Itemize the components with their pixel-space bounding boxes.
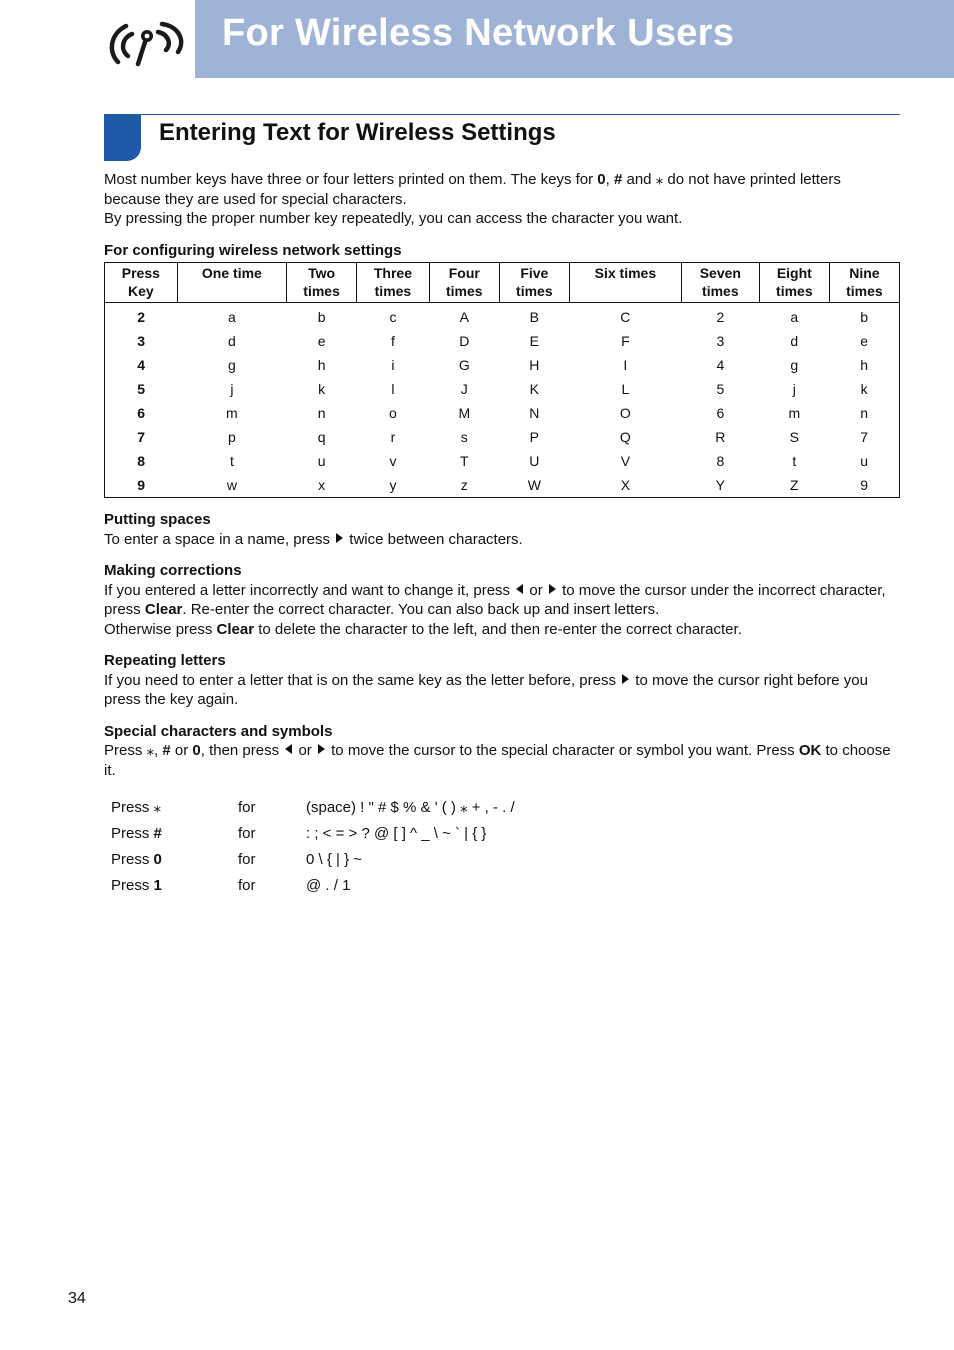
character-cell: 6 — [716, 405, 725, 421]
character-cell: X — [620, 477, 631, 493]
special-row: Press # for : ; < = > ? @ [ ] ^ _ \ ~ ` | { } — [111, 825, 487, 843]
table-row — [105, 401, 900, 425]
table-row — [105, 329, 900, 353]
putting-spaces-text: To enter a space in a name, press twice between characters. — [104, 530, 523, 548]
right-arrow-icon — [622, 674, 629, 684]
table-row — [105, 303, 900, 330]
character-cell: j — [230, 381, 234, 397]
character-cell: q — [317, 429, 326, 445]
left-arrow-icon — [285, 744, 292, 754]
wireless-signal-icon — [102, 12, 188, 68]
character-cell: B — [529, 309, 539, 325]
star-key-icon: ⁎ — [655, 171, 664, 188]
character-cell: n — [860, 405, 869, 421]
table-row — [105, 425, 900, 449]
character-cell: z — [460, 477, 468, 493]
character-cell: 4 — [716, 357, 725, 373]
repeating-letters-heading: Repeating letters — [104, 652, 226, 669]
character-cell: t — [229, 453, 234, 469]
key-cell: 2 — [137, 309, 145, 325]
character-cell: a — [227, 309, 236, 325]
table-header-cell: Six times — [569, 263, 681, 303]
character-cell: 7 — [860, 429, 869, 445]
character-cell: J — [460, 381, 468, 397]
character-cell: I — [623, 357, 628, 373]
character-cell: u — [860, 453, 869, 469]
character-cell: t — [792, 453, 797, 469]
character-cell: R — [715, 429, 726, 445]
page-number: 34 — [68, 1290, 86, 1307]
character-cell: W — [527, 477, 541, 493]
key-cell: 4 — [137, 357, 145, 373]
character-cell: h — [317, 357, 326, 373]
character-cell: 8 — [716, 453, 725, 469]
character-cell: h — [860, 357, 869, 373]
character-cell: 3 — [716, 333, 725, 349]
table-row — [105, 377, 900, 401]
making-corrections-heading: Making corrections — [104, 562, 242, 579]
character-cell: j — [792, 381, 796, 397]
repeating-letters-section — [104, 651, 900, 710]
table-header-cell: Seven times — [681, 263, 759, 303]
putting-spaces-heading: Putting spaces — [104, 511, 211, 528]
character-cell: k — [318, 381, 326, 397]
key-cell: 9 — [137, 477, 145, 493]
character-cell: N — [529, 405, 540, 421]
table-header-cell: Five times — [499, 263, 569, 303]
character-cell: g — [790, 357, 799, 373]
character-cell: c — [389, 309, 397, 325]
star-key-icon: ⁎ — [153, 799, 162, 817]
character-cell: F — [621, 333, 630, 349]
intro-paragraph: Most number keys have three or four letters printed on them. The keys for 0, # and ⁎ do not have printed letters because they are used for special characters. — [104, 171, 841, 208]
intro-paragraph-2: By pressing the proper number key repeatedly, you can access the character you want. — [104, 210, 683, 227]
page-content — [104, 170, 900, 899]
character-cell: H — [529, 357, 540, 373]
table-header-cell: Four times — [429, 263, 499, 303]
character-cell: p — [227, 429, 236, 445]
character-cell: C — [620, 309, 631, 325]
putting-spaces-section — [104, 510, 900, 549]
star-key-icon: ⁎ — [146, 742, 155, 759]
character-cell: Y — [715, 477, 725, 493]
table-header-cell: Three times — [357, 263, 430, 303]
character-cell: e — [860, 333, 869, 349]
character-cell: E — [529, 333, 539, 349]
character-cell: Z — [790, 477, 799, 493]
character-cell: o — [389, 405, 397, 421]
table-header-row — [105, 263, 900, 303]
character-cell: n — [317, 405, 326, 421]
character-cell: m — [788, 405, 801, 421]
table-header-cell: Press Key — [105, 263, 178, 303]
table-header-cell: Nine times — [829, 263, 899, 303]
special-row: Press 1 for @ . / 1 — [111, 877, 351, 895]
special-characters-heading: Special characters and symbols — [104, 722, 333, 740]
right-arrow-icon — [336, 533, 343, 543]
character-cell: e — [317, 333, 326, 349]
character-cell: l — [391, 381, 395, 397]
table-header-cell: One time — [177, 263, 286, 303]
character-cell: M — [458, 405, 471, 421]
character-cell: f — [390, 333, 395, 349]
character-cell: D — [459, 333, 470, 349]
section-title: Entering Text for Wireless Settings — [159, 119, 556, 146]
character-cell: K — [529, 381, 539, 397]
special-characters-section — [104, 722, 900, 900]
character-cell: w — [226, 477, 237, 493]
key-cell: 3 — [137, 333, 145, 349]
character-cell: k — [860, 381, 868, 397]
character-cell: v — [389, 453, 397, 469]
special-characters-list — [111, 795, 900, 899]
character-cell: d — [227, 333, 236, 349]
section-rule — [104, 114, 900, 115]
table-header-cell: Two times — [287, 263, 357, 303]
table-row — [105, 353, 900, 377]
character-cell: S — [789, 429, 799, 445]
table-body — [105, 303, 900, 498]
character-cell: d — [790, 333, 799, 349]
character-cell: a — [790, 309, 799, 325]
character-cell: 5 — [716, 381, 725, 397]
character-cell: V — [620, 453, 631, 469]
character-cell: A — [459, 309, 469, 325]
character-cell: b — [317, 309, 326, 325]
making-corrections-section — [104, 561, 900, 639]
header-banner — [195, 0, 954, 78]
character-cell: P — [529, 429, 539, 445]
header-title: For Wireless Network Users — [222, 12, 735, 54]
table-row — [105, 473, 900, 498]
character-cell: 2 — [716, 309, 725, 325]
character-cell: r — [390, 429, 396, 445]
right-arrow-icon — [549, 584, 556, 594]
character-cell: s — [460, 429, 468, 445]
character-cell: i — [391, 357, 395, 373]
table-caption: For configuring wireless network settings — [104, 241, 402, 259]
table-header-cell: Eight times — [759, 263, 829, 303]
character-cell: y — [389, 477, 397, 493]
table-row — [105, 449, 900, 473]
left-arrow-icon — [516, 584, 523, 594]
character-cell: u — [317, 453, 326, 469]
character-cell: m — [226, 405, 238, 421]
character-cell: L — [621, 381, 630, 397]
character-cell: T — [460, 453, 469, 469]
character-table — [104, 262, 900, 498]
repeating-letters-text: If you need to enter a letter that is on the same key as the letter before, press to move the cursor right before you press the key again. — [104, 671, 868, 708]
special-row: Press ⁎ for (space) ! " # $ % & ' ( ) ⁎ + , - . / — [111, 799, 515, 817]
character-cell: 9 — [860, 477, 869, 493]
character-cell: Q — [619, 429, 631, 445]
special-row: Press 0 for 0 \ { | } ~ — [111, 851, 363, 869]
character-cell: b — [860, 309, 869, 325]
character-cell: x — [318, 477, 326, 493]
right-arrow-icon — [318, 744, 325, 754]
character-cell: g — [227, 357, 236, 373]
character-cell: O — [619, 405, 631, 421]
making-corrections-text-2: Otherwise press Clear to delete the character to the left, and then re-enter the correct character. — [104, 620, 742, 638]
making-corrections-text: If you entered a letter incorrectly and want to change it, press or to move the cursor under the incorrect character, press Clear. Re-enter the correct character. You can also back up and insert letters. — [104, 581, 886, 618]
key-cell: 7 — [137, 429, 145, 445]
special-characters-text: Press ⁎, # or 0, then press or to move the cursor to the special character or symbol you want. Press OK to choose it. — [104, 742, 891, 779]
section-tab — [104, 114, 141, 161]
character-cell: G — [458, 357, 470, 373]
key-cell: 8 — [137, 453, 145, 469]
key-cell: 6 — [137, 405, 145, 421]
key-cell: 5 — [137, 381, 145, 397]
character-cell: U — [529, 453, 540, 469]
